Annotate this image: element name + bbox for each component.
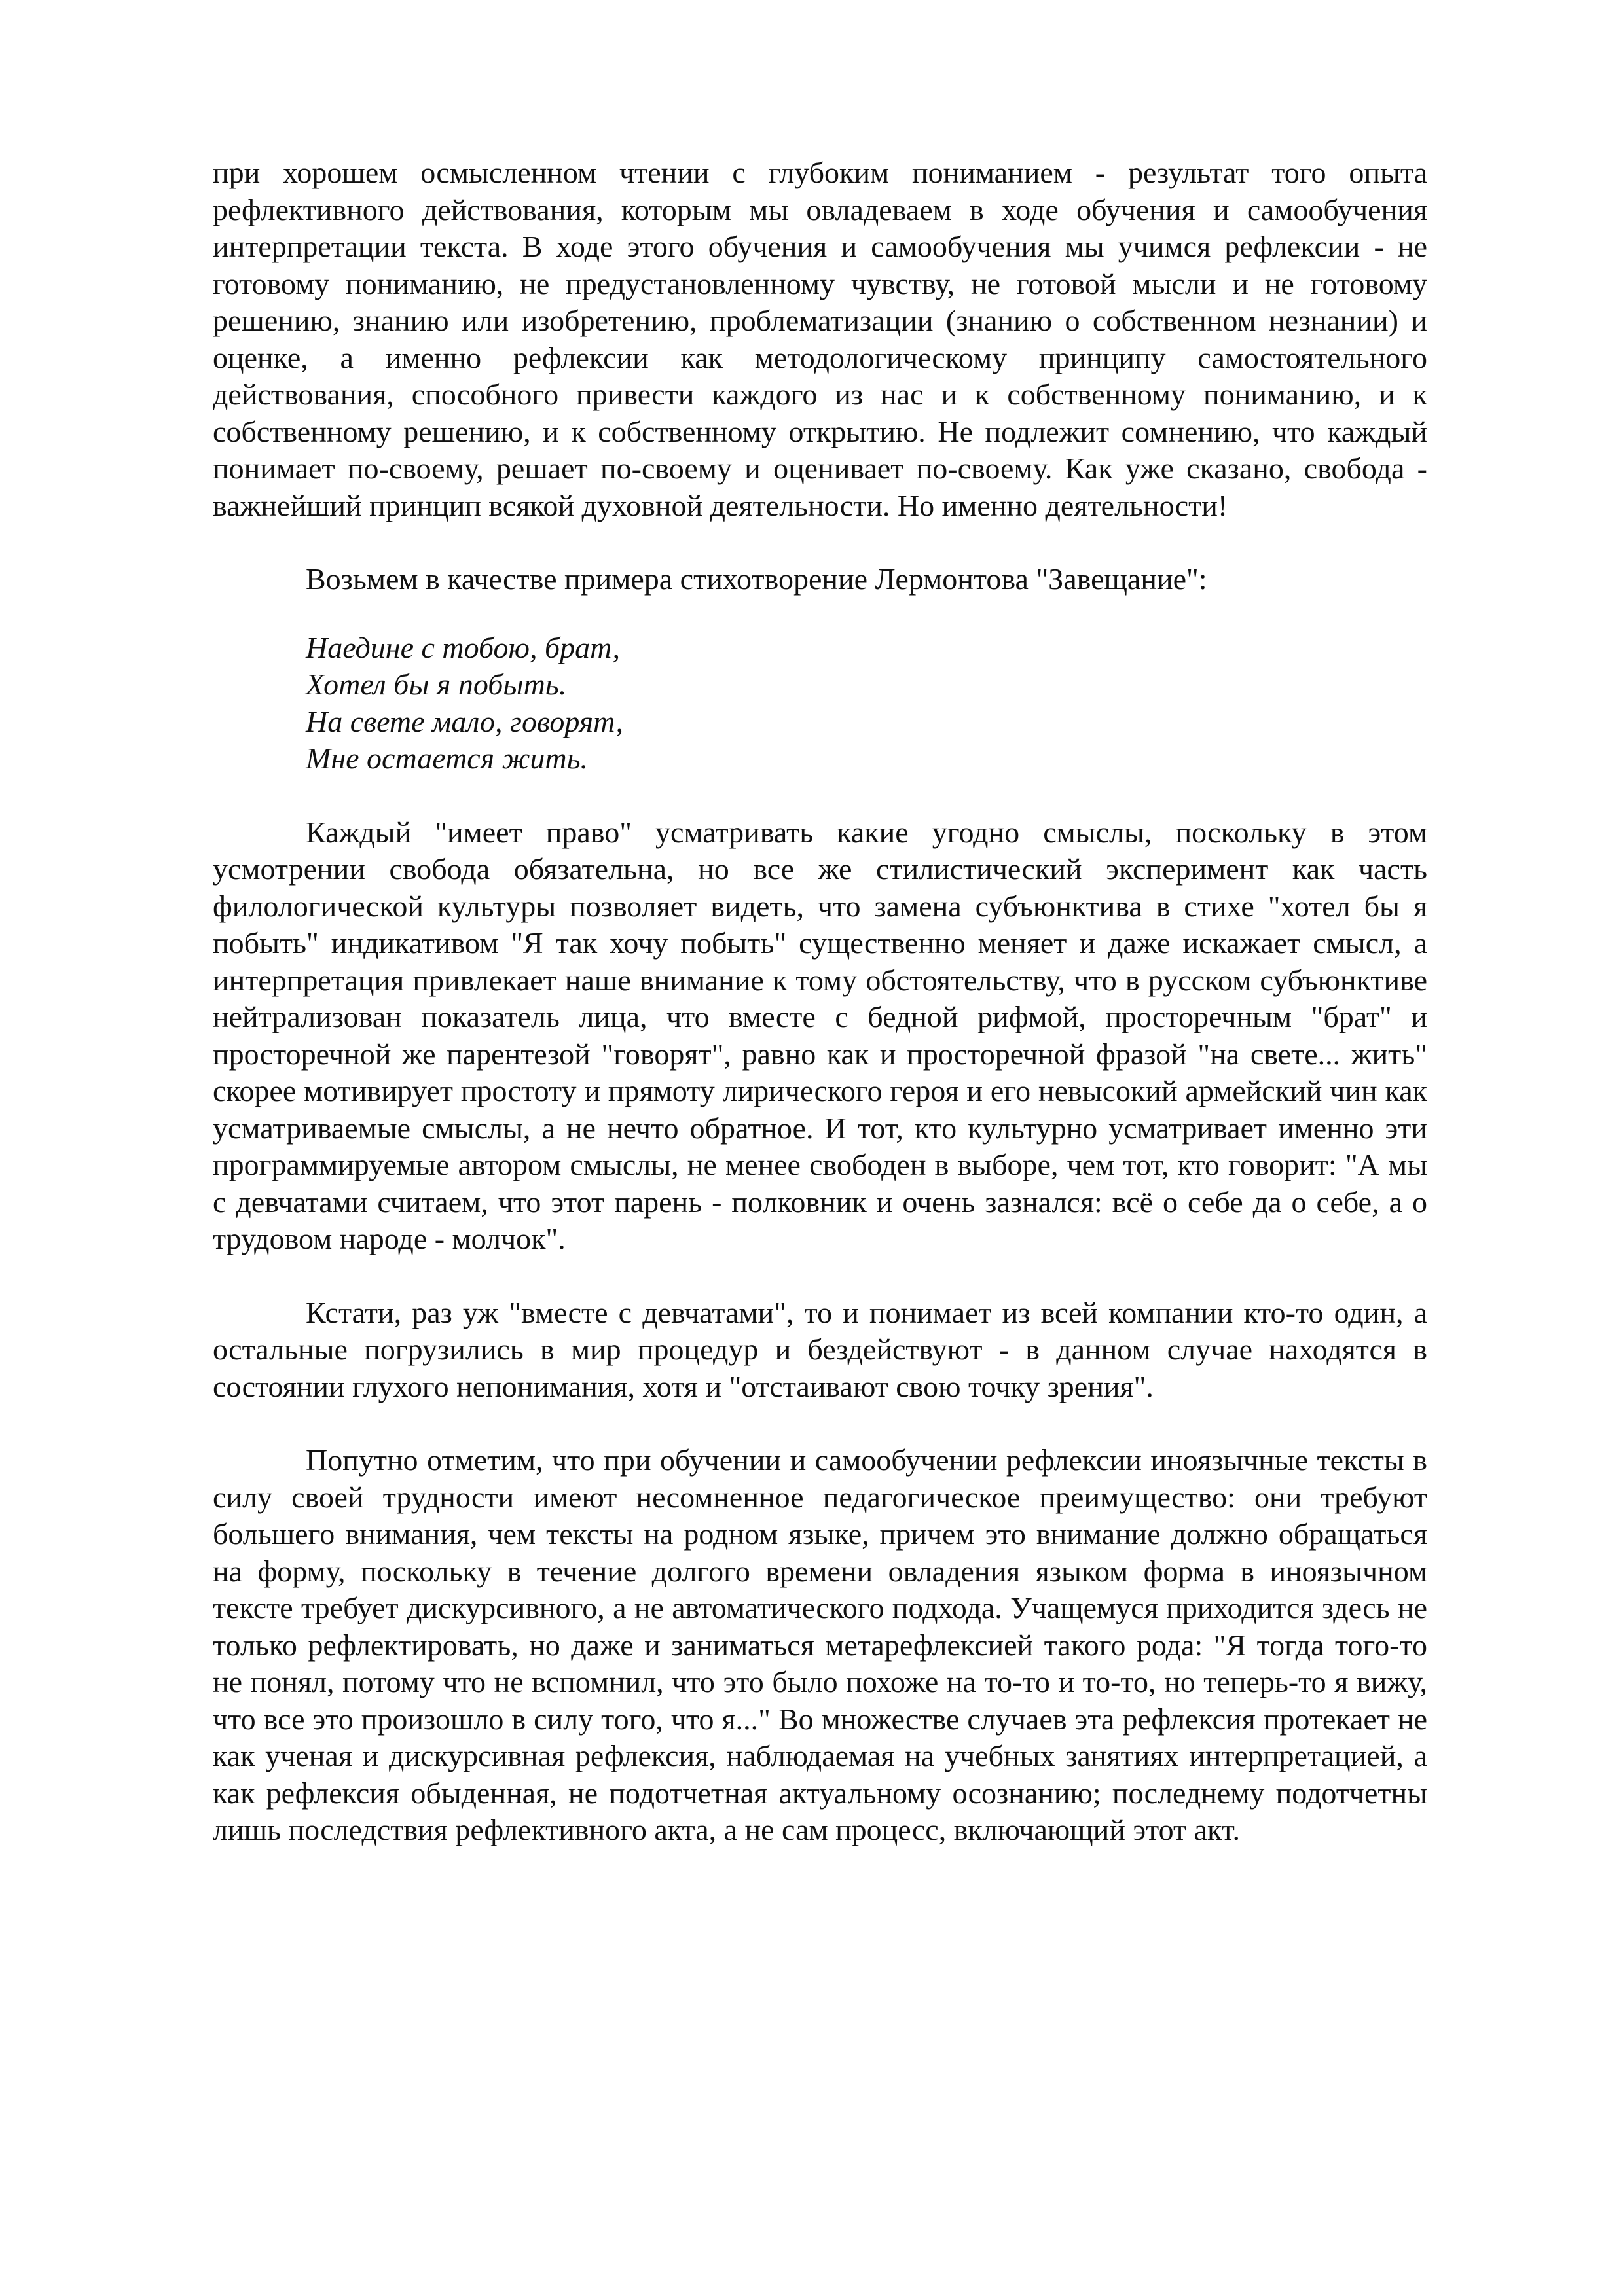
poem-line-3: На свете мало, говорят, [306, 704, 623, 738]
paragraph-3: Каждый "имеет право" усматривать какие угодно смыслы, поскольку в этом усмотрении свобода обязательна, но все же стилистический эксперимент как часть филологической культуры позволяет видеть, что замена субъюнктива в стихе "хотел бы я побыть" индикативом "Я так хочу побыть" существенно меняет и даже искажает смысл, а интерпретация привлекает наше внимание к тому обстоятельству, что в русском субъюнктиве нейтрализован показатель лица, что вместе с бедной рифмой, просторечным "брат" и просторечной же парентезой "говорят", равно как и просторечной фразой "на свете... жить" скорее мотивирует простоту и прямоту лирического героя и его невысокий армейский чин как усматриваемые смыслы, а не нечто обратное. И тот, кто культурно усматривает именно эти программируемые автором смыслы, не менее свободен в выборе, чем тот, кто говорит: "А мы с девчатами считаем, что этот парень - полковник и очень зазнался: всё о себе да о себе, а о трудовом народе - молчок". [213, 815, 1427, 1255]
paragraph-1: при хорошем осмысленном чтении с глубоким пониманием - результат того опыта рефлективного действования, которым мы овладеваем в ходе обучения и самообучения интерпретации текста. В ходе этого обучения и самообучения мы учимся рефлексии - не готовому пониманию, не предустановленному чувству, не готовой мысли и не готовому решению, знанию или изобретению, проблематизации (знанию о собственном незнании) и оценке, а именно рефлексии как методологическому принципу самостоятельного действования, способного привести каждого из нас и к собственному пониманию, и к собственному решению, и к собственному открытию. Не подлежит сомнению, что каждый понимает по-своему, решает по-своему и оценивает по-своему. Как уже сказано, свобода - важнейший принцип всякой духовной деятельности. Но именно деятельности! [213, 156, 1427, 522]
poem-line-1: Наедине с тобою, брат, [306, 630, 620, 664]
paragraph-5: Попутно отметим, что при обучении и самообучении рефлексии иноязычные тексты в силу своей трудности имеют несомненное педагогическое преимущество: они требуют большего внимания, чем тексты на родном языке, причем это внимание должно обращаться на форму, поскольку в течение долгого времени овладения языком форма в иноязычном тексте требует дискурсивного, а не автоматического подхода. Учащемуся приходится здесь не только рефлектировать, но даже и заниматься метарефлексией такого рода: "Я тогда того-то не понял, потому что не вспомнил, что это было похоже на то-то и то-то, но теперь-то я вижу, что все это произошло в силу того, что я..." Во множестве случаев эта рефлексия протекает не как ученая и дискурсивная рефлексия, наблюдаемая на учебных занятиях интерпретацией, а как рефлексия обыденная, не подотчетная актуальному осознанию; последнему подотчетны лишь последствия рефлективного акта, а не сам процесс, включающий этот акт. [213, 1443, 1427, 1846]
poem-line-4: Мне остается жить. [306, 742, 589, 775]
paragraph-4: Кстати, раз уж "вместе с девчатами", то и понимает из всей компании кто-то один, а остальные погрузились в мир процедур и бездействуют - в данном случае находятся в состоянии глухого непонимания, хотя и "отстаивают свою точку зрения". [213, 1295, 1427, 1403]
document-page [213, 154, 1427, 1849]
poem-line-2: Хотел бы я побыть. [306, 668, 567, 701]
paragraph-2: Возьмем в качестве примера стихотворение Лермонтова "Завещание": [306, 562, 1207, 596]
poem-quote [306, 630, 1427, 778]
